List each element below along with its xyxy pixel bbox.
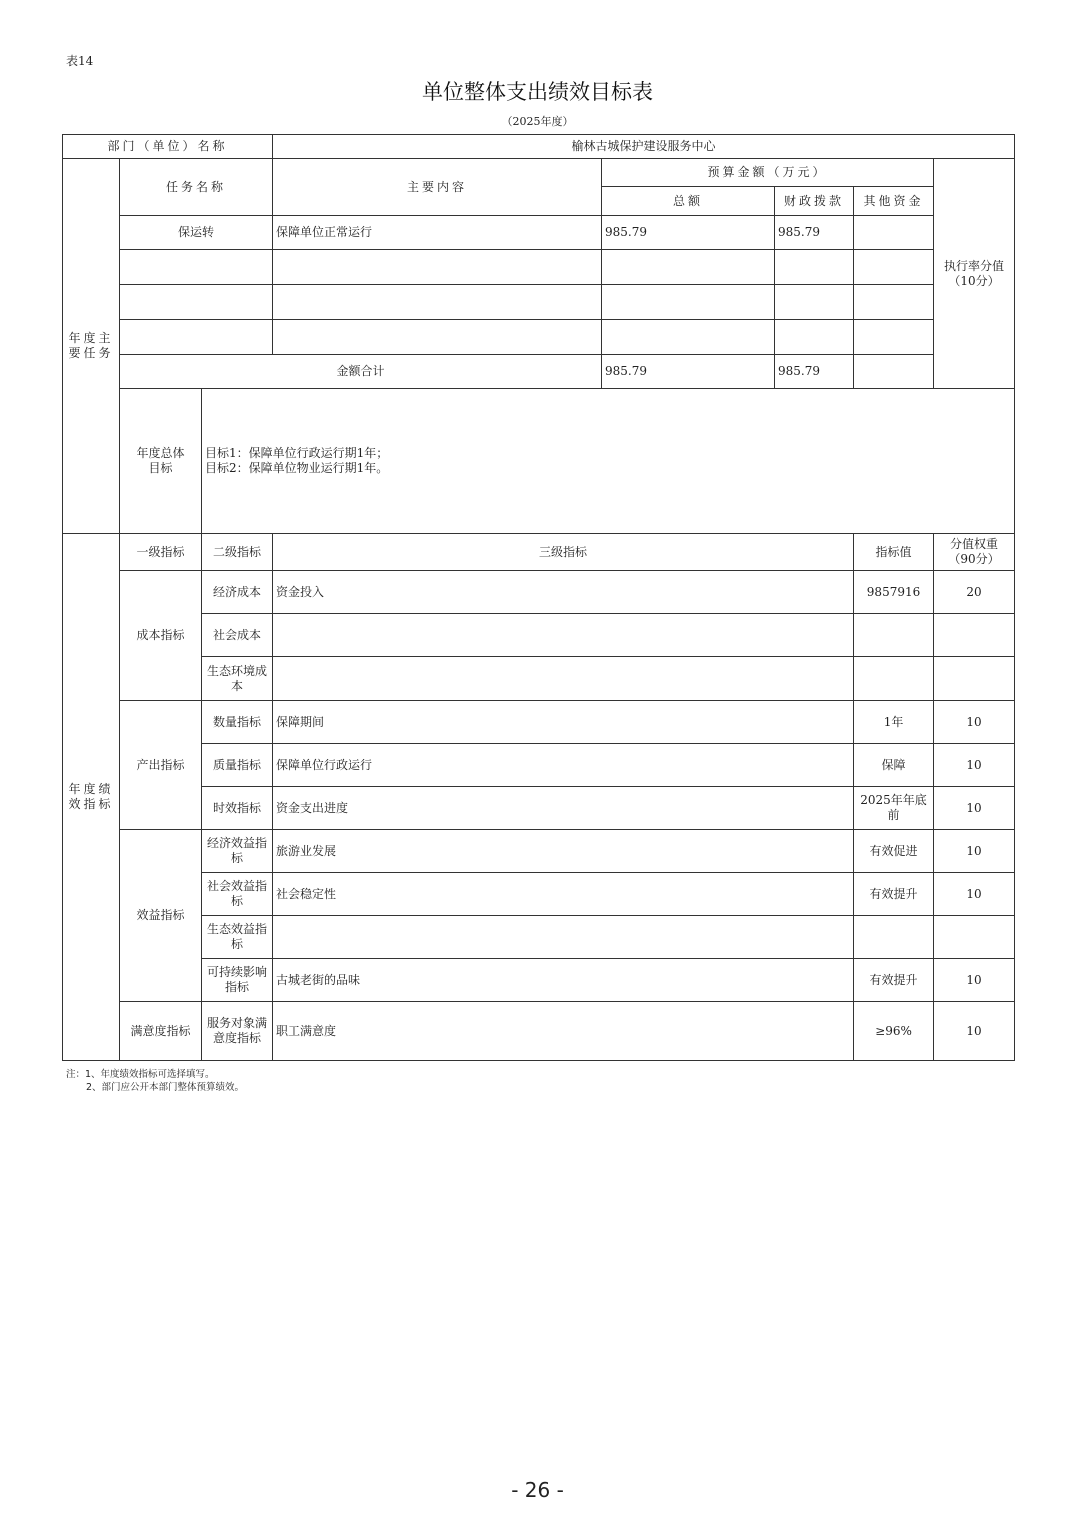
execution-score-label: 执行率分值（10分） (934, 159, 1015, 389)
tasks-header-row (63, 159, 1015, 187)
goal-2: 目标2：保障单位物业运行期1年。 (205, 461, 389, 475)
task-row (63, 216, 1015, 250)
task-total (602, 320, 775, 355)
page-title: 单位整体支出绩效目标表 (422, 80, 653, 104)
task-other (854, 250, 934, 285)
task-content (273, 285, 602, 320)
sum-label: 金额合计 (120, 355, 602, 389)
indicator-l3: 资金投入 (273, 571, 854, 614)
task-name (120, 320, 273, 355)
indicator-value: 有效促进 (854, 830, 934, 873)
indicator-row (63, 873, 1015, 916)
task-name (120, 250, 273, 285)
sum-other (854, 355, 934, 389)
indicator-row (63, 916, 1015, 959)
unit-label: 部门（单位）名称 (63, 135, 273, 159)
indicator-l2: 生态效益指标 (202, 916, 273, 959)
task-fiscal (775, 320, 854, 355)
indicator-value: 1年 (854, 701, 934, 744)
page-number: - 26 - (511, 1478, 564, 1502)
task-total (602, 285, 775, 320)
sum-fiscal: 985.79 (775, 355, 854, 389)
indicator-l3: 保障期间 (273, 701, 854, 744)
indicator-weight: 10 (934, 959, 1015, 1002)
footnote-2: 2、部门应公开本部门整体预算绩效。 (86, 1082, 245, 1093)
col-main-content: 主要内容 (273, 159, 602, 216)
task-content: 保障单位正常运行 (273, 216, 602, 250)
indicator-l2: 社会效益指标 (202, 873, 273, 916)
indicator-row (63, 571, 1015, 614)
col-indicator-value: 指标值 (854, 534, 934, 571)
indicators-section-label: 年度绩效指标 (63, 534, 120, 1061)
task-other (854, 285, 934, 320)
indicators-header-row (63, 534, 1015, 571)
indicator-l2: 经济效益指标 (202, 830, 273, 873)
sum-total: 985.79 (602, 355, 775, 389)
indicator-value (854, 916, 934, 959)
task-content (273, 320, 602, 355)
indicator-l2: 质量指标 (202, 744, 273, 787)
col-task-name: 任务名称 (120, 159, 273, 216)
indicator-row (63, 959, 1015, 1002)
indicator-value (854, 614, 934, 657)
indicator-weight (934, 614, 1015, 657)
indicator-l2: 数量指标 (202, 701, 273, 744)
indicator-row (63, 830, 1015, 873)
indicator-l2: 经济成本 (202, 571, 273, 614)
indicator-l3 (273, 614, 854, 657)
indicator-l3: 古城老街的品味 (273, 959, 854, 1002)
indicator-weight (934, 657, 1015, 701)
task-name: 保运转 (120, 216, 273, 250)
col-budget-amount: 预算金额（万元） (602, 159, 934, 187)
indicator-value: 2025年年底前 (854, 787, 934, 830)
indicator-value: ≥96% (854, 1002, 934, 1061)
footnotes (66, 1068, 244, 1094)
group-output: 产出指标 (120, 701, 202, 830)
col-other: 其他资金 (854, 187, 934, 216)
indicator-row (63, 744, 1015, 787)
indicator-l2: 服务对象满意度指标 (202, 1002, 273, 1061)
year-subtitle: （2025年度） (501, 115, 574, 128)
indicator-l3: 职工满意度 (273, 1002, 854, 1061)
indicator-row (63, 787, 1015, 830)
indicator-weight (934, 916, 1015, 959)
indicator-l3 (273, 916, 854, 959)
task-other (854, 216, 934, 250)
goals-row (63, 389, 1015, 534)
task-row (63, 285, 1015, 320)
unit-row (63, 135, 1015, 159)
task-content (273, 250, 602, 285)
col-fiscal: 财政拨款 (775, 187, 854, 216)
indicator-l2: 生态环境成本 (202, 657, 273, 701)
indicator-l3: 社会稳定性 (273, 873, 854, 916)
table-number: 表14 (66, 54, 94, 68)
indicator-row (63, 614, 1015, 657)
indicator-row (63, 1002, 1015, 1061)
unit-value: 榆林古城保护建设服务中心 (273, 135, 1015, 159)
col-weight: 分值权重（90分） (934, 534, 1015, 571)
indicator-value: 有效提升 (854, 873, 934, 916)
tasks-section-label: 年度主要任务 (63, 159, 120, 534)
task-total: 985.79 (602, 216, 775, 250)
indicator-row (63, 657, 1015, 701)
col-level3: 三级指标 (273, 534, 854, 571)
indicator-weight: 20 (934, 571, 1015, 614)
footnote-1: 注：1、年度绩效指标可选择填写。 (66, 1069, 215, 1080)
indicator-l2: 时效指标 (202, 787, 273, 830)
indicator-l2: 社会成本 (202, 614, 273, 657)
task-row (63, 250, 1015, 285)
indicator-weight: 10 (934, 1002, 1015, 1061)
indicator-weight: 10 (934, 873, 1015, 916)
task-fiscal: 985.79 (775, 216, 854, 250)
indicator-weight: 10 (934, 787, 1015, 830)
task-total (602, 250, 775, 285)
col-level1: 一级指标 (120, 534, 202, 571)
goals-label: 年度总体目标 (120, 389, 202, 534)
goal-1: 目标1：保障单位行政运行期1年； (205, 446, 389, 460)
task-fiscal (775, 285, 854, 320)
indicator-l3 (273, 657, 854, 701)
group-benefit: 效益指标 (120, 830, 202, 1002)
indicator-l2: 可持续影响指标 (202, 959, 273, 1002)
task-name (120, 285, 273, 320)
sum-row (63, 355, 1015, 389)
indicator-value (854, 657, 934, 701)
indicator-row (63, 701, 1015, 744)
task-fiscal (775, 250, 854, 285)
indicator-weight: 10 (934, 830, 1015, 873)
indicator-weight: 10 (934, 744, 1015, 787)
indicator-value: 有效提升 (854, 959, 934, 1002)
indicator-value: 9857916 (854, 571, 934, 614)
indicator-l3: 旅游业发展 (273, 830, 854, 873)
group-satisfaction: 满意度指标 (120, 1002, 202, 1061)
indicator-weight: 10 (934, 701, 1015, 744)
task-other (854, 320, 934, 355)
indicator-l3: 资金支出进度 (273, 787, 854, 830)
indicator-value: 保障 (854, 744, 934, 787)
indicator-l3: 保障单位行政运行 (273, 744, 854, 787)
group-cost: 成本指标 (120, 571, 202, 701)
col-total: 总额 (602, 187, 775, 216)
task-row (63, 320, 1015, 355)
performance-target-table (62, 134, 1015, 1061)
col-level2: 二级指标 (202, 534, 273, 571)
goals-content (202, 389, 1015, 534)
